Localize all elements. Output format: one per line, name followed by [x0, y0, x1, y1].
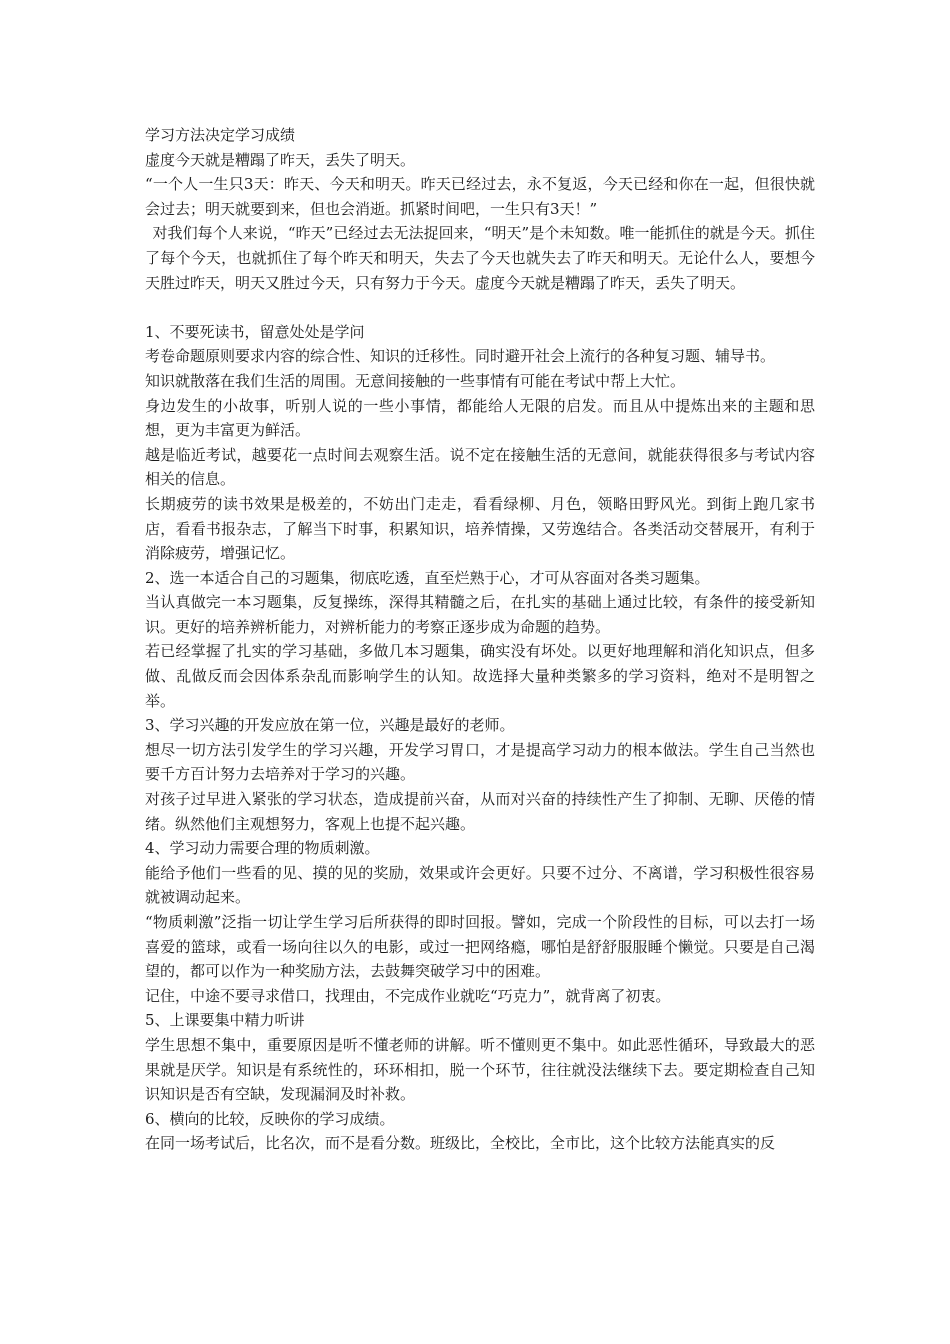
paragraph: 能给予他们一些看的见、摸的见的奖励，效果或许会更好。只要不过分、不离谱，学习积极性很容易就被调动起来。 [145, 863, 815, 907]
section-heading: 2、选一本适合自己的习题集，彻底吃透，直至烂熟于心，才可从容面对各类习题集。 [145, 568, 710, 587]
document-title: 学习方法决定学习成绩 [145, 126, 296, 144]
document-body [145, 123, 815, 1156]
paragraph: 越是临近考试，越要花一点时间去观察生活。说不定在接触生活的无意间，就能获得很多与考试内容相关的信息。 [145, 445, 815, 489]
paragraph: 想尽一切方法引发学生的学习兴趣，开发学习胃口，才是提高学习动力的根本做法。学生自己当然也要千方百计努力去培养对于学习的兴趣。 [145, 740, 815, 784]
paragraph: 长期疲劳的读书效果是极差的，不妨出门走走，看看绿柳、月色，领略田野风光。到街上跑几家书店，看看书报杂志，了解当下时事，积累知识，培养情操，又劳逸结合。各类活动交替展开，有利于消除疲劳，增强记忆。 [145, 494, 815, 563]
paragraph: 对我们每个人来说，“昨天”已经过去无法捉回来，“明天”是个未知数。唯一能抓住的就是今天。抓住了每个今天，也就抓住了每个昨天和明天，失去了今天也就失去了昨天和明天。无论什么人，要想今天胜过昨天，明天又胜过今天，只有努力于今天。虚度今天就是糟蹋了昨天，丢失了明天。 [145, 224, 815, 292]
section-heading: 6、横向的比较，反映你的学习成绩。 [145, 1109, 395, 1128]
blank-line [145, 295, 815, 320]
section-heading: 5、上课要集中精力听讲 [145, 1011, 305, 1030]
paragraph: 若已经掌握了扎实的学习基础，多做几本习题集，确实没有坏处。以更好地理解和消化知识点，但多做、乱做反而会因体系杂乱而影响学生的认知。故选择大量种类繁多的学习资料，绝对不是明智之举。 [145, 642, 815, 710]
paragraph: 学生思想不集中，重要原因是听不懂老师的讲解。听不懂则更不集中。如此恶性循环，导致最大的恶果就是厌学。知识是有系统性的，环环相扣，脱一个环节，往往就没法继续下去。要定期检查自己知识知识是否有空缺，发现漏洞及时补救。 [145, 1035, 815, 1104]
section-heading: 4、学习动力需要合理的物质刺激。 [145, 839, 380, 858]
paragraph: 在同一场考试后，比名次，而不是看分数。班级比，全校比，全市比，这个比较方法能真实的反 [145, 1134, 776, 1153]
quote-paragraph: “一个人一生只3天：昨天、今天和明天。昨天已经过去，永不复返，今天已经和你在一起，但很快就会过去；明天就要到来，但也会消逝。抓紧时间吧，一生只有3天！” [145, 175, 815, 218]
section-heading: 1、不要死读书，留意处处是学问 [145, 322, 365, 341]
paragraph: 记住，中途不要寻求借口，找理由，不完成作业就吃“巧克力”，就背离了初衷。 [145, 986, 671, 1005]
paragraph: 身边发生的小故事，听别人说的一些小事情，都能给人无限的启发。而且从中提炼出来的主题和思想，更为丰富更为鲜活。 [145, 396, 815, 440]
paragraph: 虚度今天就是糟蹋了昨天，丢失了明天。 [145, 150, 416, 169]
section-heading: 3、学习兴趣的开发应放在第一位，兴趣是最好的老师。 [145, 716, 515, 735]
paragraph: 对孩子过早进入紧张的学习状态，造成提前兴奋，从而对兴奋的持续性产生了抑制、无聊、厌倦的情绪。纵然他们主观想努力，客观上也提不起兴趣。 [145, 790, 815, 833]
paragraph: 当认真做完一本习题集，反复操练，深得其精髓之后，在扎实的基础上通过比较，有条件的接受新知识。更好的培养辨析能力，对辨析能力的考察正逐步成为命题的趋势。 [145, 593, 815, 636]
paragraph: 知识就散落在我们生活的周围。无意间接触的一些事情有可能在考试中帮上大忙。 [145, 371, 686, 390]
paragraph: “物质刺激”泛指一切让学生学习后所获得的即时回报。譬如，完成一个阶段性的目标，可以去打一场喜爱的篮球，或看一场向往以久的电影，或过一把网络瘾，哪怕是舒舒服服睡个懒觉。只要是自己渴望的，都可以作为一种奖励方法，去鼓舞突破学习中的困难。 [145, 913, 815, 981]
paragraph: 考卷命题原则要求内容的综合性、知识的迁移性。同时避开社会上流行的各种复习题、辅导书。 [145, 347, 776, 366]
